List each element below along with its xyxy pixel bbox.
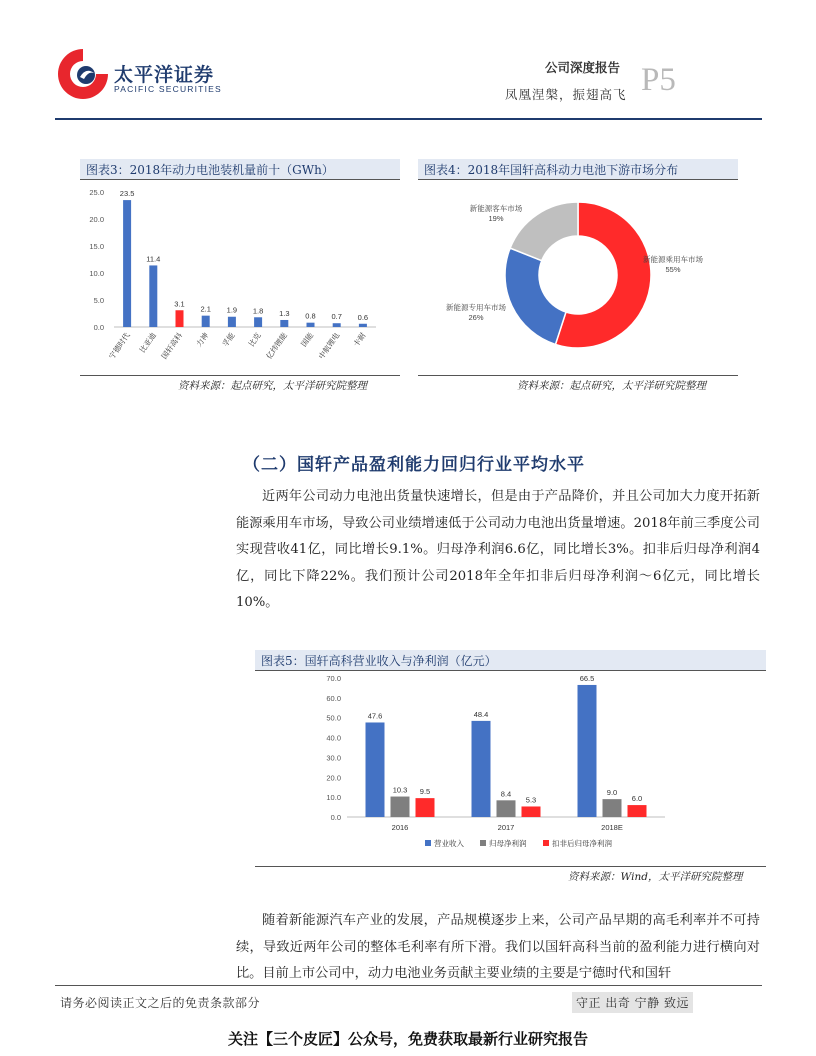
bar-value-label: 11.4 [146,254,161,264]
company-name-en: PACIFIC SECURITIES [114,84,222,94]
bar-value-label: 3.1 [174,299,185,309]
y-tick-label: 50.0 [326,713,341,723]
y-tick-label: 10.0 [326,793,341,803]
x-tick-label: 卡耐 [351,330,368,349]
y-tick-label: 0.0 [93,323,104,332]
bar [497,800,516,817]
bar [628,805,647,817]
figure5-title: 图表5：国轩高科营业收入与净利润（亿元） [255,650,766,670]
x-tick-label: 国能 [299,330,316,349]
y-tick-label: 5.0 [93,296,104,305]
bar-value-label: 23.5 [119,189,135,199]
y-tick-label: 15.0 [89,242,104,251]
bar-value-label: 48.4 [473,709,489,719]
donut-percent-label: 26% [468,313,484,322]
legend-swatch [543,840,549,846]
legend-label: 营业收入 [434,839,464,848]
y-tick-label: 40.0 [326,733,341,743]
body-paragraph-1: 近两年公司动力电池出货量快速增长，但是由于产品降价，并且公司加大力度开拓新能源乘用车市场，导致公司业绩增速低于公司动力电池出货量增速。2018年前三季度公司实现营收41亿，同比增长9.1%。归母净利润6.6亿，同比增长3%。扣非后归母净利润4亿，同比下降22%。我们预计公司2018年全年扣非后归母净利润～6亿元，同比增长10%。 [236,489,760,610]
bar-value-label: 1.8 [252,306,264,316]
bar-value-label: 9.0 [606,788,618,798]
donut-category-label: 新能源乘用车市场 [643,255,703,264]
bar-value-label: 66.5 [579,673,595,683]
legend-swatch [425,840,431,846]
x-tick-label: 宁德时代 [107,330,132,361]
bar [603,799,622,817]
x-tick-label: 比亚迪 [137,330,158,355]
bar-value-label: 10.3 [392,785,408,795]
legend-label: 扣非后归母净利润 [552,839,612,848]
bar [359,324,367,327]
bar-value-label: 47.6 [367,711,383,721]
y-tick-label: 20.0 [326,773,341,783]
x-tick-label: 孚能 [220,330,237,349]
x-tick-label: 亿纬锂能 [264,330,289,361]
bar [307,323,315,327]
bar-value-label: 1.3 [279,308,290,318]
figure4-bottom-rule [418,375,738,376]
donut-slice [505,248,566,344]
figure5-grouped-bar-chart [255,672,766,864]
x-tick-label: 2018E [601,823,623,832]
bar [280,320,288,327]
bar-value-label: 6.0 [631,794,643,804]
report-subtitle: 凤凰涅槃，振翅高飞 [505,87,627,102]
figure3-title: 图表3：2018年动力电池装机量前十（GWh） [80,159,400,179]
bar [416,798,435,817]
promo-banner: 关注【三个皮匠】公众号，免费获取最新行业研究报告 [227,1030,588,1048]
header-divider [55,118,762,120]
bar-value-label: 0.8 [305,311,316,321]
x-tick-label: 2017 [497,823,515,832]
body-paragraph-2: 随着新能源汽车产业的发展，产品规模逐步上来，公司产品早期的高毛利率并不可持续，导致近两年公司的整体毛利率有所下滑。我们以国轩高科当前的盈利能力进行横向对比。目前上市公司中，动力电池业务贡献主要业绩的主要是宁德时代和国轩 [236,913,760,981]
y-tick-label: 0.0 [330,813,341,822]
bar [333,323,341,327]
figure4-source: 资料来源：起点研究，太平洋研究院整理 [517,380,706,392]
bar-value-label: 8.4 [500,789,512,799]
bar [176,310,184,327]
bar-value-label: 0.7 [331,312,342,322]
bar [149,265,157,327]
y-tick-label: 60.0 [326,693,341,703]
figure4-top-rule [418,179,738,180]
company-name-cn: 太平洋证券 [114,64,215,86]
x-tick-label: 中航锂电 [316,330,342,361]
bar-value-label: 9.5 [419,787,431,797]
figure4-title: 图表4：2018年国轩高科动力电池下游市场分布 [418,159,738,179]
y-tick-label: 20.0 [89,215,104,224]
pacific-logo-icon [56,47,110,101]
x-tick-label: 力神 [194,330,211,349]
figure4-donut-chart [418,182,738,374]
legend-label: 归母净利润 [489,839,527,848]
legend-swatch [480,840,486,846]
y-tick-label: 70.0 [326,674,341,683]
bar-value-label: 5.3 [525,795,537,805]
section-title: （二）国轩产品盈利能力回归行业平均水平 [243,455,585,475]
bar [123,200,131,327]
footer-disclaimer: 请务必阅读正文之后的免责条款部分 [60,996,261,1010]
bar [254,317,262,327]
figure3-source: 资料来源：起点研究，太平洋研究院整理 [178,380,367,392]
donut-category-label: 新能源客车市场 [469,204,523,213]
x-tick-label: 2016 [391,823,409,832]
y-tick-label: 30.0 [326,753,341,763]
donut-category-label: 新能源专用车市场 [446,303,506,312]
bar-value-label: 1.9 [226,305,238,315]
bar-value-label: 0.6 [357,312,369,322]
figure3-top-rule [80,179,400,180]
x-tick-label: 比克 [246,330,263,349]
bar [228,317,236,327]
figure3-bottom-rule [80,375,400,376]
bar [391,797,410,817]
y-tick-label: 25.0 [89,188,104,197]
footer-divider [55,985,762,986]
bar [366,722,385,817]
figure5-source: 资料来源：Wind，太平洋研究院整理 [568,871,743,883]
report-type: 公司深度报告 [545,60,621,75]
footer-motto: 守正 出奇 宁静 致远 [572,992,693,1013]
donut-percent-label: 55% [665,265,681,274]
x-tick-label: 国轩高科 [159,330,185,361]
bar [578,685,597,817]
figure3-bar-chart [80,182,400,374]
donut-percent-label: 19% [488,214,504,223]
figure5-top-rule [255,670,766,671]
figure5-bottom-rule [255,866,766,867]
bar [472,721,491,817]
bar-value-label: 2.1 [200,304,211,314]
page-number: P5 [641,62,676,98]
bar [522,806,541,817]
bar [202,316,210,327]
y-tick-label: 10.0 [89,269,104,278]
